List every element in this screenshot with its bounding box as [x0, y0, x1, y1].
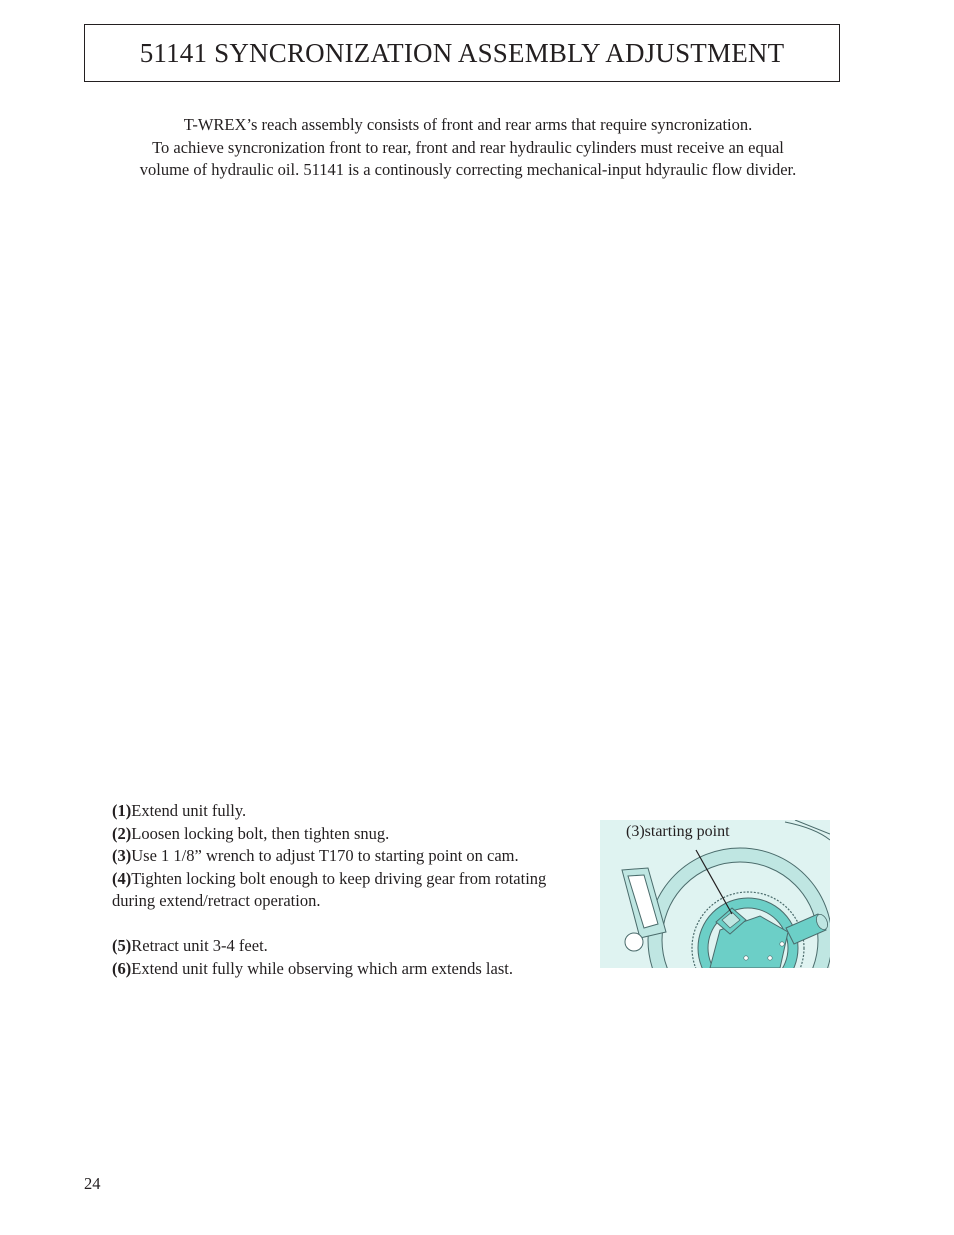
- step-number: (6): [112, 958, 132, 978]
- step-text: during extend/retract operation.: [112, 891, 321, 910]
- step-text: Use 1 1/8” wrench to adjust T170 to starting point on cam.: [131, 846, 519, 865]
- page-number: 24: [84, 1174, 101, 1193]
- cam-assembly-illustration: [600, 820, 830, 968]
- step-text: Tighten locking bolt enough to keep driving gear from rotating: [131, 868, 547, 888]
- body-bolt: [768, 956, 772, 960]
- step-1: [112, 800, 612, 823]
- step-5: [112, 935, 612, 958]
- page-title: [84, 24, 840, 82]
- step-text: Extend unit fully while observing which arm extends last.: [131, 958, 513, 978]
- step-3: [112, 845, 612, 868]
- intro-paragraph: [80, 114, 856, 182]
- body-bolt: [744, 956, 748, 960]
- step-4-continued: [112, 890, 612, 913]
- body-bolt: [780, 942, 784, 946]
- intro-line: To achieve syncronization front to rear, front and rear hydraulic cylinders must receive an equal: [152, 137, 784, 157]
- mount-eye: [625, 933, 643, 951]
- adjustment-steps: [112, 800, 612, 980]
- starting-point-callout: (3)starting point: [626, 823, 730, 840]
- step-4: [112, 868, 612, 891]
- page-title-text: 51141 SYNCRONIZATION ASSEMBLY ADJUSTMENT: [139, 37, 785, 68]
- cam-adjustment-figure: [600, 820, 830, 968]
- intro-line: volume of hydraulic oil. 51141 is a continously correcting mechanical-input hdyraulic flow divider.: [139, 160, 797, 179]
- step-number: (4): [112, 868, 132, 888]
- step-text: Retract unit 3-4 feet.: [131, 936, 268, 955]
- step-number: (5): [112, 936, 132, 955]
- step-number: (1): [112, 801, 132, 820]
- step-text: Loosen locking bolt, then tighten snug.: [131, 823, 390, 843]
- step-6: [112, 958, 612, 981]
- intro-line: T-WREX’s reach assembly consists of front and rear arms that require syncronization.: [183, 115, 753, 134]
- step-gap: [112, 913, 612, 936]
- step-number: (2): [112, 823, 132, 843]
- step-2: [112, 823, 612, 846]
- step-number: (3): [112, 846, 132, 865]
- step-text: Extend unit fully.: [131, 801, 247, 820]
